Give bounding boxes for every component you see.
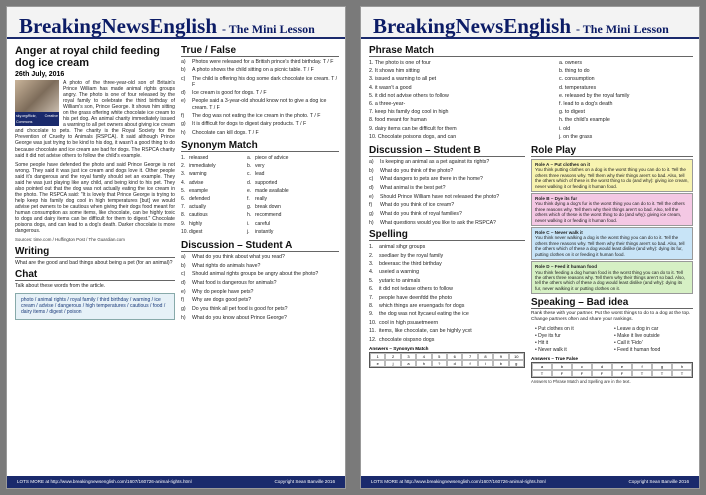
article-date: 26th July, 2016 [15,71,65,78]
list-item: g) What do you think of royal families? [369,211,462,218]
spelling-list: 1. animal sihgr groups 2. ssedlaer by the royal family 3. bdeerasc the third birthday 4. useied a warning 5. yutaric to animals 6. it did not ivdase others to follow 7. people have deenfdd the photo 8. which things are eruengads for dogs 9. the dog was not ltycaeul eating the ice 10. cool in high psuaetmeern 11. items, like chocolate, can be highly ycxt 12. chocolate oispsno dogs [369,244,472,343]
article-photo [15,80,59,126]
truefalse-list [181,59,339,136]
list-item: b) What rights do animals have? [181,262,261,269]
list-item: d) What food is dangerous for animals? [181,280,277,287]
list-item: f) Why are dogs good pets? [181,297,252,304]
list-item: c) The child is offering his dog some dark chocolate ice cream. T / F [181,75,338,88]
speaking-list: • Put clothes on it • Leave a dog in car • Dye its fur • Make it live outside • Hit it • Call it 'Fido' • Never walk it • Feed it human food [535,325,661,353]
truefalse-heading: True / False [181,45,339,57]
list-item: d) Ice cream is good for dogs. T / F [181,90,267,97]
role-card-b: Role B – Dye its fur You think dying a dog's fur is the worst thing you can do to it. Tell the others three reasons why. Tell them why their things aren't so bad. Also, tell the others which of these is the worst thing to do (and why): giving ice cream, never walking it or feeding it human food. [531,193,693,226]
list-item: f) What do you think of ice cream? [369,202,455,209]
answers-note: Answers to Phrase Match and Spelling are in the text. [531,378,631,384]
worksheet-page-1 [6,6,346,489]
page-footer [361,476,699,488]
list-item: e) People said a 3-year-old should know not to give a dog ice cream. T / F [181,98,327,111]
page-footer [7,476,345,488]
footer-link[interactable]: LOTS MORE at http://www.breakingnewsenglish.com/1607/160726-animal-rights.html [371,479,546,484]
footer-copyright: Copyright Sean Banville 2016 [628,479,689,484]
spelling-heading: Spelling [369,229,525,241]
writing-heading: Writing [15,246,175,258]
list-item: g) It is difficult for dogs to digest dairy products. T / F [181,121,307,128]
photo-caption: sky.org/flickr, Creative Commons [15,112,59,126]
article-paragraph-1: A photo of the three-year-old son of Britain's Prince William has made animal rights groups angry. The photo is one of four released by the royal family to celebrate the third birthday of William's son, Prince George. It shows him sitting on the grass offering white chocolate ice cream to his pet dog. An animal charity immediately issued a warning to all pet owners about giving ice cream and chocolate to pets. The charity is the Royal Society for the Prevention of Cruelty to Animals (RSPCA). It said although Prince George was just trying to be kind to his dog, it wasn't a good thing to do because chocolate and ice cream are bad for dogs. The RSPCA charity said it did not advise others to follow the child's example. [15,80,175,159]
writing-text: What are the good and bad things about being a pet (for an animal)? [15,260,173,267]
list-item: e) Should Prince William have not released the photo? [369,193,500,200]
article-headline: Anger at royal child feeding dog ice cream [15,45,160,69]
role-card-c: Role C – Never walk it You think never walking a dog is the worst thing you can do to it. Tell the others three reasons why. Tell them why their things aren't so bad. Also, tell the others which of these a dog would least dislike (and why): dying its fur, putting clothes on it or feeding it human food. [531,227,693,260]
left-column [15,45,175,477]
right-column [181,45,339,477]
list-item: h) Chocolate can kill dogs. T / F [181,129,259,136]
phrase-grid: 1. The photo is one of four a. owners 2. It shows him sitting b. thing to do 3. issued a warning to all pet c. consumption 4. it wasn't a good d. temperatures 5. it did not advise others to follow e. released by the royal family 6. a three-year- f. lead to a dog's death 7. keep his family dog cool in high g. to digest 8. food meant for human h. the child's example 9. dairy items can be difficult for them i. old 10. Chocolate poisons dogs, and can j. on the grass [369,60,630,140]
answers-synonym-table: 1 2 3 4 5 6 7 8 9 10 e j a h ? d f i b g [369,352,525,368]
discussion-a-list [181,254,339,321]
list-item: b) What do you think of the photo? [369,167,454,174]
answers-tf-title: Answers – True False [531,355,578,361]
list-item: c) What dangers to pets are there in the home? [369,176,483,183]
right-column-2 [531,145,693,477]
list-item: d) What animal is the best pet? [369,185,446,192]
list-item: a) Photos were released for a British prince's third birthday. T / F [181,59,334,65]
site-brand: BreakingNewsEnglish [19,14,217,38]
role-card-a: Role A – Put clothes on it You think putting clothes on a dog is the worst thing you can do to it. Tell the others three reasons why. Tell them why their things aren't so bad. Also, tell the others which of these is the worst thing to do (and why): giving ice cream, never walking it or feeding it human food. [531,159,693,192]
list-item: e) Why do people have pets? [181,288,254,295]
list-item: a) What do you think about what you read? [181,254,285,260]
answers-synonym-title: Answers – Synonym Match [369,345,429,351]
list-item: g) Do you think all pet food is good for pets? [181,306,288,313]
list-item: c) Should animal rights groups be angry about the photo? [181,271,319,278]
speaking-intro: Rank these with your partner. Put the worst things to do to a dog at the top. Change partners often and share your rankings. [531,311,691,322]
header-banner [7,7,345,39]
footer-link[interactable]: LOTS MORE at http://www.breakingnewsenglish.com/1607/160726-animal-rights.html [17,479,192,484]
list-item: h) What do you know about Prince George? [181,314,287,321]
footer-copyright: Copyright Sean Banville 2016 [274,479,335,484]
list-item: b) A photo shows the child sitting on a picnic table. T / F [181,67,314,74]
speaking-heading: Speaking – Bad idea [531,297,693,309]
answers-tf-table: a b c d e f g h T F F F F T T T [531,362,693,378]
discussion-b-list [369,159,525,226]
article-sources: Sources: time.com / Huffington Post / The Guardian.com [15,237,125,243]
synonym-grid: 1. released a. piece of advice 2. immediately b. very 3. warning c. lead 4. advise d. supported 5. example e. made available 6. defended f. really 7. actually g. break down 8. cautious h. recommend 9. highly i. careful 10. digest j. instantly [181,154,289,235]
worksheet-page-2 [360,6,700,489]
site-brand: BreakingNewsEnglish [373,14,571,38]
list-item: f) The dog was not eating the ice cream in the photo. T / F [181,113,321,120]
left-column-2 [369,145,525,477]
discussion-b-heading: Discussion – Student B [369,145,525,157]
chat-words-box: photo / animal rights / royal family / third birthday / warning / ice cream / advise / dangerous / high temperatures / cautious / food / dairy items / digest / poison [15,293,175,320]
synonym-heading: Synonym Match [181,140,339,152]
role-card-d: Role D – Feed it human food You think feeding a dog human food is the worst thing you can do to it. Tell the others three reasons why. Tell them why their things aren't so bad. Also, tell the others which of these a dog would least dislike (and why): dying its fur, never walking it or putting clothes on it. [531,261,693,294]
article-body [15,80,175,234]
site-subtitle: - The Mini Lesson [222,22,315,36]
list-item: a) Is keeping an animal as a pet against its rights? [369,159,490,165]
discussion-a-heading: Discussion – Student A [181,240,339,252]
roleplay-heading: Role Play [531,145,693,157]
site-subtitle: - The Mini Lesson [576,22,669,36]
header-banner [361,7,699,39]
list-item: h) What questions would you like to ask the RSPCA? [369,219,496,226]
chat-intro: Talk about these words from the article. [15,283,106,290]
chat-heading: Chat [15,269,175,281]
phrase-heading: Phrase Match [369,45,693,57]
phrase-match-section [369,45,693,141]
article-paragraph-2: Some people have defended the photo and said Prince George is not wrong. They said it was just ice cream and dogs love it. Other people said it's dangerous and the royal family should set an example. They said he was just playing like any child, and being kind to his pet. They also pointed out that the dog was not actually eating the ice cream in the photo. The RSPCA said: "It is lovely that Prince George is trying to help keep his family dog cool in high temperatures [but] we would advise pet owners to be cautious when giving their dogs food meant for human consumption as some items, like chocolate, can be highly toxic to dogs and dairy items can be difficult for them to digest." Chocolate poisons dogs, and can lead to a dog's death. Darker chocolate is more dangerous. [15,161,175,235]
